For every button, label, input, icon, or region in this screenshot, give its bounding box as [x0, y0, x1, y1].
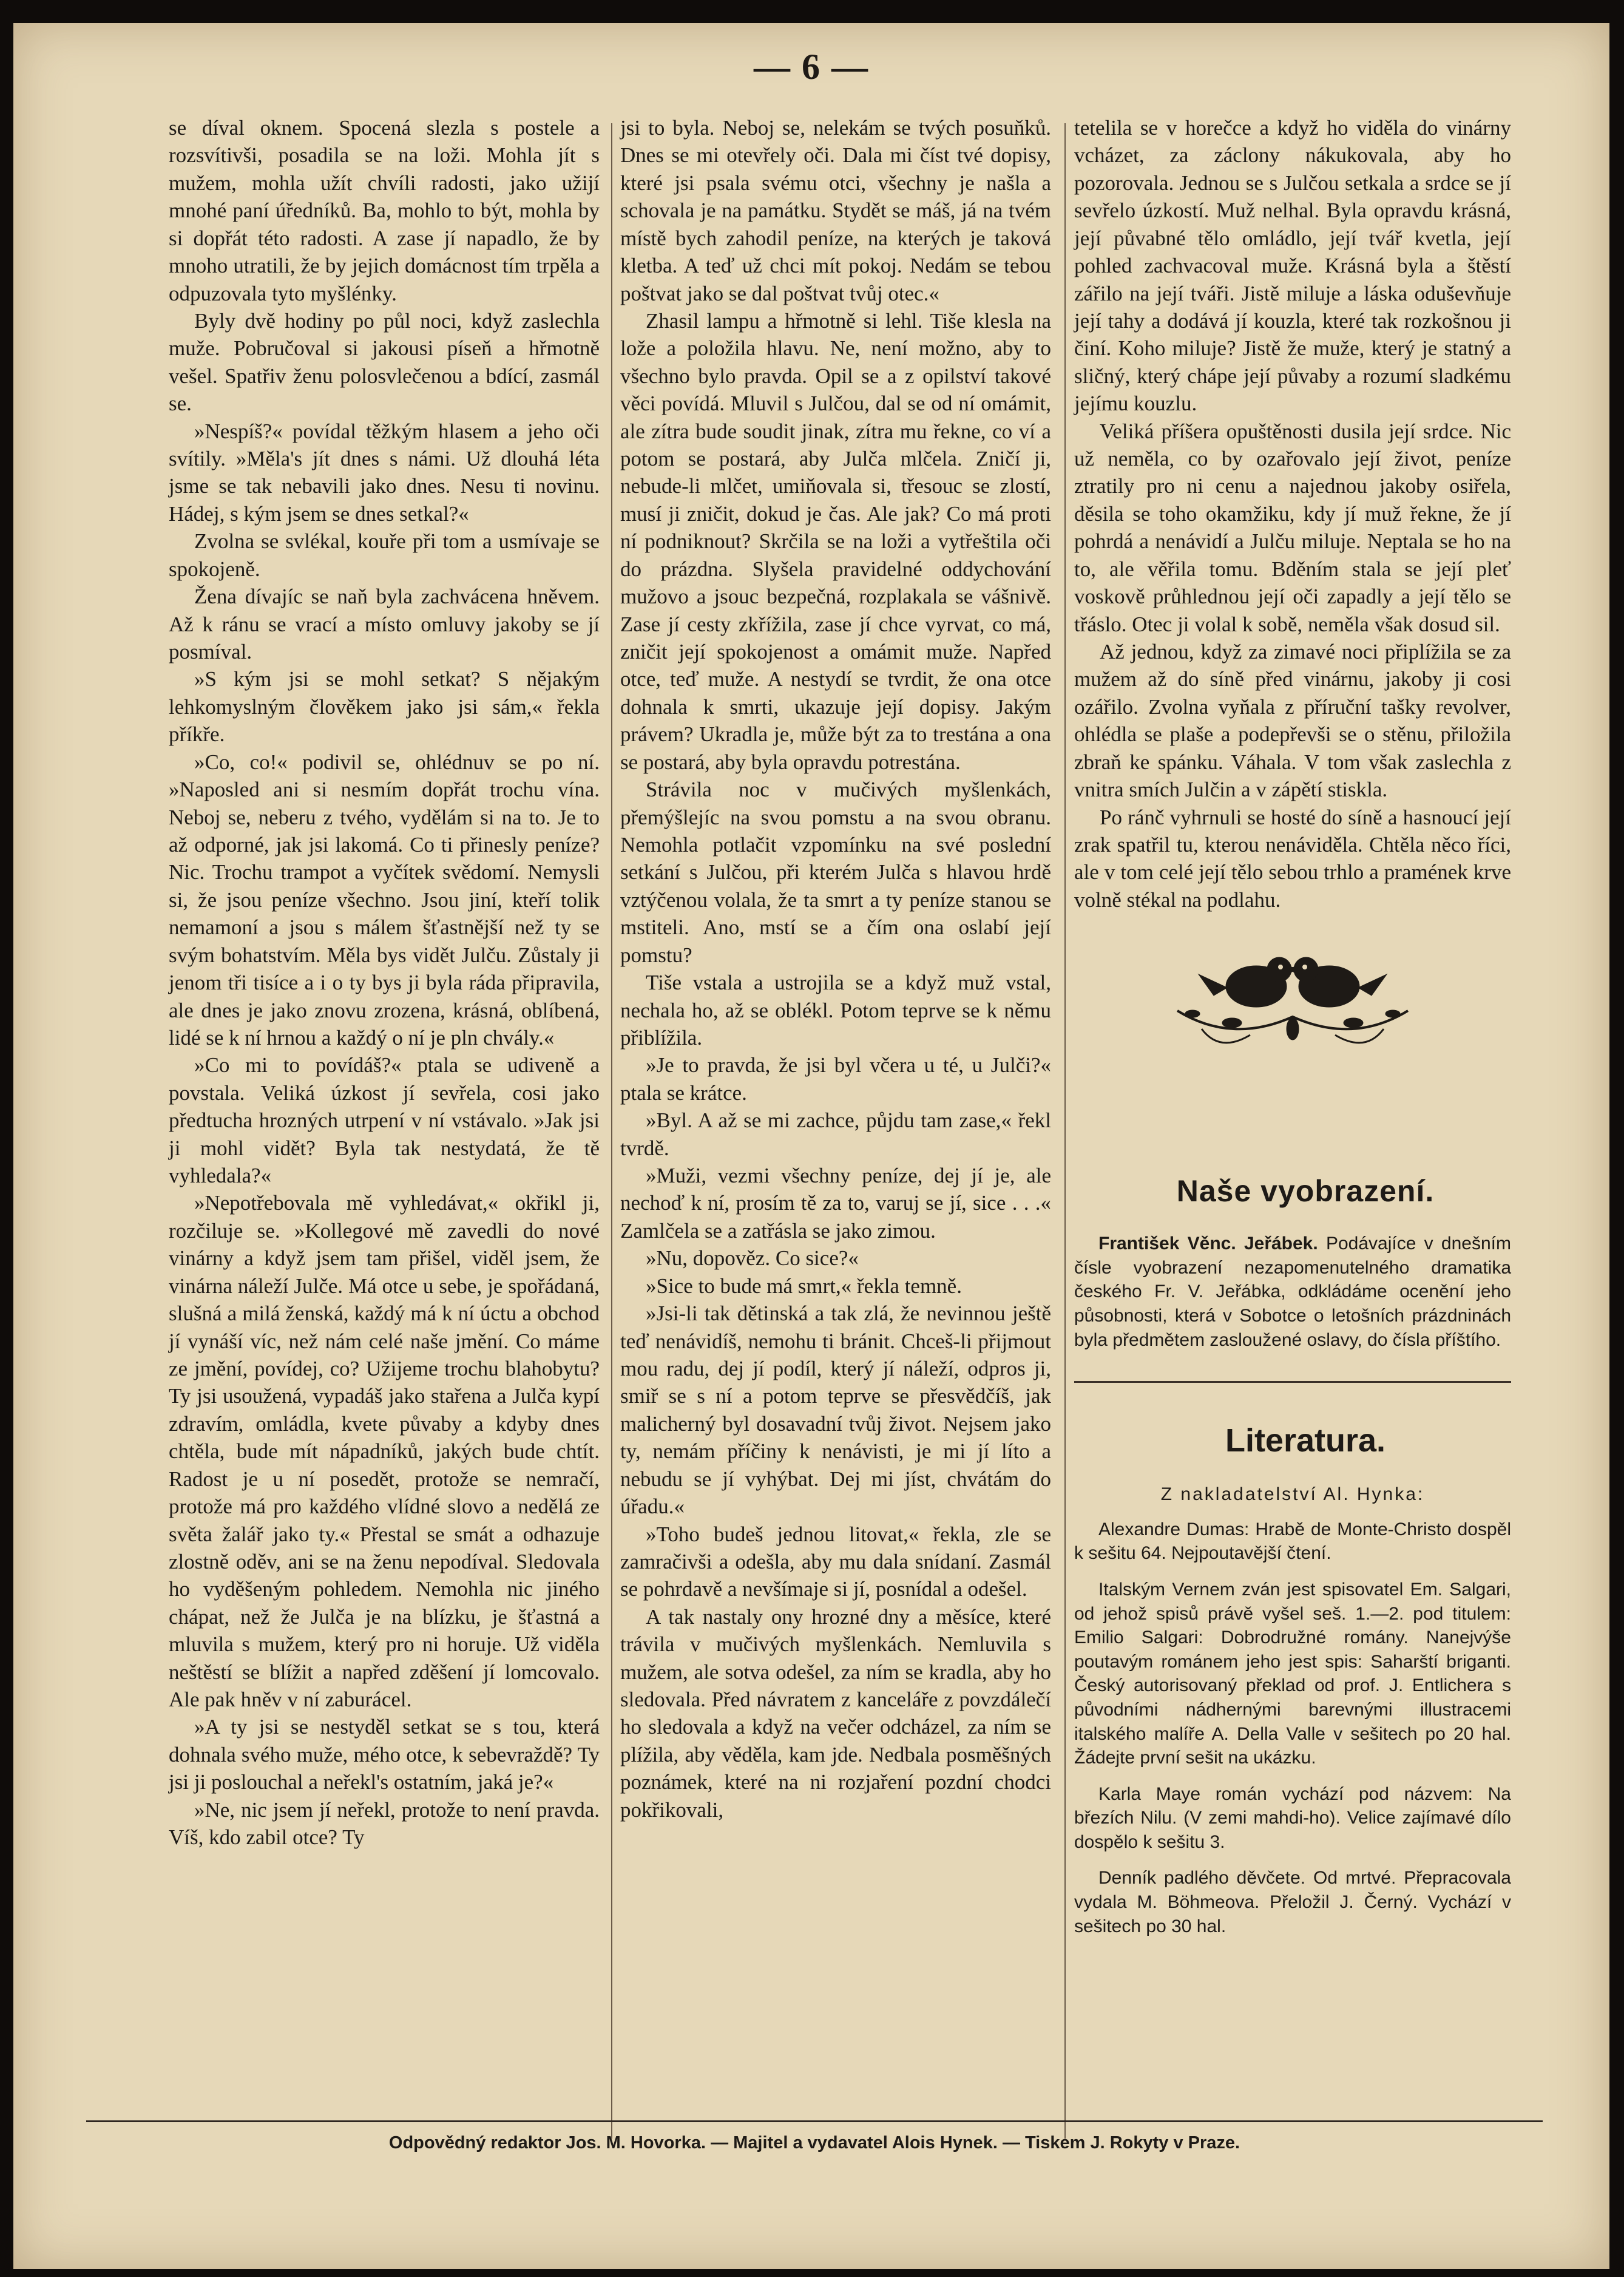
story-paragraph: »Nespíš?« povídal těžkým hlasem a jeho oči svítily. »Měla's jít dnes s námi. Už dlouhá léta jsme se tak nebavili jako dnes. Nesu ti novinu. Hádej, s kým jsem se dnes setkal?« — [169, 419, 600, 526]
story-paragraph: »Co, co!« podivil se, ohlédnuv se po ní. »Naposled ani si nesmím dopřát trochu vína. Neboj se, neberu z tvého, vydělám si na to. Je to až odporné, jak jsi lakomá. Co ti přinesly peníze? Nic. Trochu trampot a vyčítek svědomí. Nemysli si, že jsou peníze všechno. Jsou jiní, kteří tolik nemamoní a jsou s málem šťastnější než ty se svým bohatstvím. Měla bys vidět Julču. Zůstaly ji jenom tři tisíce a i o ty bys ji byla ráda připravila, ale dnes je jako znovu zrozena, krásná, oblíbená, lidé se k ní hrnou a každý o ní je pln chvály.« — [169, 750, 600, 1050]
story-paragraph: tetelila se v horečce a když ho viděla do vinárny vcházet, za záclony nákukovala, aby ho pozorovala. Jednou se s Julčou setkala a srdce se jí sevřelo úzkostí. Muž nelhal. Byla opravdu krásná, její půvabné tělo omládlo, její tvář kvetla, její pohled zachvacoval muže. Krásná byla a štěstí zářilo na její tváři. Jistě miluje a láska oduševňuje její tahy a dodává jí kouzla, které tak rozkošnou ji činí. Koho miluje? Jistě že muže, který je statný a sličný, který chápe její půvaby a rozumí sladkému jejímu kouzlu. — [1074, 116, 1511, 416]
literatura-item: Denník padlého děvčete. Od mrtvé. Přepracovala vydala M. Böhmeova. Přeložil J. Černý. Vychází v sešitech po 30 hal. — [1074, 1868, 1511, 1936]
literatura-item: Italským Vernem zván jest spisovatel Em. Salgari, od jehož spisů právě vyšel seš. 1.—2. pod titulem: Emilio Salgari: Dobrodružné romány. Nanejvýše poutavým románem jeho jest spis: Saharští briganti. Český autorisovaný překlad od prof. J. Entlichera s původními nádhernými barevnými illustracemi italského malíře A. Della Valle v sešitech po 20 hal. Žádejte první sešit na ukázku. — [1074, 1579, 1511, 1768]
section-heading-literatura: Literatura. — [1225, 1422, 1386, 1459]
vyobrazeni-notice — [1074, 1232, 1511, 1352]
story-paragraph: jsi to byla. Neboj se, nelekám se tvých posuňků. Dnes se mi otevřely oči. Dala mi číst tvé dopisy, které jsi psala svému otci, všechny je našla a schovala je na památku. Stydět se máš, já na tvém místě bych zahodil peníze, na kterých je taková kletba. A teď už chci mít pokoj. Nedám se tebou poštvat jako se dal poštvat tvůj otec.« — [620, 116, 1051, 305]
story-paragraph: »Sice to bude má smrt,« řekla temně. — [646, 1274, 962, 1298]
story-paragraph: »Nu, dopověz. Co sice?« — [646, 1246, 859, 1271]
story-paragraph: »A ty jsi se nestyděl setkat se s tou, která dohnala svého muže, mého otce, k sebevraždě? Ty jsi ji poslouchal a neřekl's ostatním, jaká je?« — [169, 1715, 600, 1794]
story-paragraph: A tak nastaly ony hrozné dny a měsíce, které trávila v mučivých myšlenkách. Nemluvila s mužem, ale sotva odešel, za ním se kradla, aby ho sledovala. Před návratem z kanceláře z povzdálečí ho sledovala a když na večer odcházel, za ním se plížila, aby věděla, kam jde. Nedbala posměšných poznámek, které na ni rozjaření pozdní chodci pokřikovali, — [620, 1604, 1051, 1822]
story-column-3 — [1074, 114, 1511, 1950]
literatura-item: Karla Maye román vychází pod názvem: Na březích Nilu. (V zemi mahdi-ho). Velice zajímavé dílo dospělo k sešitu 3. — [1074, 1783, 1511, 1852]
page-number: — 6 — — [754, 47, 869, 87]
story-paragraph: »S kým jsi se mohl setkat? S nějakým lehkomyslným člověkem jako jsi sám,« řekla příkře. — [169, 667, 600, 747]
story-paragraph: »Ne, nic jsem jí neřekl, protože to není pravda. Víš, kdo zabil otce? Ty — [169, 1797, 600, 1850]
footer-editor: Odpovědný redaktor Jos. M. Hovorka. — [388, 2133, 706, 2153]
literatura-list — [1074, 1482, 1511, 1938]
story-column-1 — [169, 114, 600, 1851]
story-paragraph: »Nepotřebovala mě vyhledávat,« okřikl ji, rozčiluje se. »Kollegové mě zavedli do nové vinárny a když jsem tam přišel, viděl jsem, že vinárna náleží Julče. Má otce u sebe, je spořádaná, slušná a milá ženská, každý má k ní úctu a obchod jí vynáší víc, než nám celé naše jmění. Co máme ze jmění, povídej, co? Užijeme trochu blahobytu? Ty jsi usoužená, vypadáš jako stařena a Julča kypí zdravím, omládla, kvete půvaby a kdyby dnes chtěla, bude mít nápadníků, jakých bude chtít. Radost je u ní posedět, protože se nemračí, protože má pro každého vlídné slovo a nedělá ze světa žalář jako ty.« Přestal se smát a odhazuje zlostně oděv, ani se na ženu nepodíval. Sledovala ho vyděšeným pohledem. Nemohla nic jiného chápat, než že Julča je na blízku, je šťastná a mluvila s mužem, který pro ni horuje. Už viděla neštěstí se blížit a napřed zděšení jí lomcovalo. Ale pak hněv v ní zaburácel. — [169, 1191, 600, 1712]
story-paragraph: se díval oknem. Spocená slezla s postele a rozsvítivši, posadila se na loži. Mohla jít s mužem, mohla užít chvíli radosti, jako užijí mnohé paní úředníků. Ba, mohlo to být, mohla by si dopřát této radosti. A zase jí napadlo, že by mnoho utratili, že by jejich domácnost tím trpěla a odpuzovala tyto myšlénky. — [169, 116, 600, 305]
imprint-footer — [86, 2120, 1543, 2153]
newspaper-page — [13, 23, 1609, 2269]
story-paragraph: Zvolna se svlékal, kouře při tom a usmívaje se spokojeně. — [169, 529, 600, 581]
story-paragraph: »Toho budeš jednou litovat,« řekla, zle se zamračivši a odešla, aby mu dala snídaní. Zasmál se pohrdavě a nevšímaje si jí, posnídal a odešel. — [620, 1522, 1051, 1601]
story-paragraph: »Byl. A až se mi zachce, půjdu tam zase,« řekl tvrdě. — [620, 1108, 1051, 1160]
story-paragraph: Až jednou, když za zimavé noci připlížila se za mužem až do síně před vinárnu, jakoby ji cosi ozářilo. Zvolna vyňala z příruční tašky revolver, ohlédla se plaše a podepřevši se o stěnu, přiložila zbraň ke spánku. Váhala. V tom však zaslechla z vnitra smích Julčin a v zápětí stiskla. — [1074, 640, 1511, 802]
story-paragraph: Tiše vstala a ustrojila se a když muž vstal, nechala ho, až se oblékl. Potom teprve se k němu přiblížila. — [620, 971, 1051, 1050]
literatura-item: Alexandre Dumas: Hrabě de Monte-Christo dospěl k sešitu 64. Nejpoutavější čtení. — [1074, 1519, 1511, 1564]
footer-printer: — Tiskem J. Rokyty v Praze. — [1002, 2133, 1240, 2153]
story-paragraph: »Co mi to povídáš?« ptala se udiveně a povstala. Veliká úzkost jí sevřela, cosi jako předtucha hrozných utrpení v ní vstávalo. »Jak jsi ji mohl vidět? Byla tak nestydatá, že tě vyhledala?« — [169, 1053, 600, 1188]
story-paragraph: »Je to pravda, že jsi byl včera u té, u Julči?« ptala se krátce. — [620, 1053, 1051, 1105]
story-paragraph: Žena dívajíc se naň byla zachvácena hněvem. Až k ránu se vrací a místo omluvy jakoby se jí posmíval. — [169, 585, 600, 664]
section-divider — [1074, 1381, 1511, 1383]
story-paragraph: Po ránč vyhrnuli se hosté do síně a hasnoucí její zrak spatřil tu, kterou nenáviděla. Chtěla něco říci, ale v tom celé její tělo sebou trhlo a pramének krve volně stékal na podlahu. — [1074, 805, 1511, 912]
story-paragraph: Veliká příšera opuštěnosti dusila její srdce. Nic už neměla, co by ozařovalo její život, peníze ztratily pro ni cenu a najednou jakoby osiřela, děsila se toho okamžiku, kdy jí muž řekne, že jí pohrdá a nenávidí a Julču miluje. Neptala se ho na to, ale věřila tomu. Bděním stala se její pleť voskově průhlednou její oči zapadly a její tělo se třáslo. Otec ji volal k sobě, neměla však dosud sil. — [1074, 419, 1511, 636]
column-divider — [1064, 123, 1066, 2139]
vyobrazeni-name: František Věnc. Jeřábek. — [1098, 1234, 1318, 1254]
story-paragraph: »Muži, vezmi všechny peníze, dej jí je, ale nechoď k ní, prosím tě za to, varuj se jí, sice . . .« Zamlčela se a zatřásla se jako zimou. — [620, 1164, 1051, 1243]
story-ending — [1074, 114, 1511, 914]
section-heading-vyobrazeni: Naše vyobrazení. — [1176, 1174, 1435, 1209]
story-paragraph: Zhasil lampu a hřmotně si lehl. Tiše klesla na lože a položila hlavu. Ne, není možno, aby to všechno bylo pravda. Opil se a z opilství takové věci povídá. Mluvil s Julčou, dal se od ní omámit, ale zítra bude soudit jinak, zítra mu řekne, co ví a potom se postará, aby Julča mlčela. Zničí ji, nebude-li mlčet, umiňovala si, třesouc se zlostí, musí ji zničit, dokud je čas. Ale jak? Co má proti ní podniknout? Skrčila se na loži a vytřeštila oči do prázdna. Slyšela pravidelné oddychování mužovo a jsouc bezpečná, rozplakala se vášnivě. Zase jí cesty zkřížila, zase jí chce vyrvat, co má, zničit její spokojenost a omámit muže. Napřed otce, teď muže. A nestydí se tvrdit, že ona otce dohnala k smrti, ukazuje její dopisy. Jakým právem? Ukradla je, může být za to trestána a ona se postará, aby byla opravdu potrestána. — [620, 308, 1051, 774]
literatura-publisher: Z nakladatelství Al. Hynka: — [1160, 1484, 1425, 1505]
story-column-2 — [620, 114, 1051, 1824]
story-paragraph: »Jsi-li tak dětinská a tak zlá, že nevinnou ještě teď nenávidíš, nemohu ti bránit. Chceš-li přijmout mou radu, dej jí podíl, který jí náleží, odpros ji, smiř se s ní a potom teprve se přesvědčíš, jak malicherný byl dosavadní tvůj život. Nejsem jako ty, nemám příčiny k nenávisti, je mi jí líto a nebudu se jí vyhýbat. Dej mi jíst, chvátám do úřadu.« — [620, 1301, 1051, 1519]
birds-ornament-icon — [1165, 938, 1420, 1059]
column-divider — [611, 123, 612, 2139]
story-paragraph: Byly dvě hodiny po půl noci, když zaslechla muže. Pobručoval si jakousi píseň a hřmotně vešel. Spatřiv ženu polosvlečenou a bdící, zasmál se. — [169, 308, 600, 416]
footer-publisher: — Majitel a vydavatel Alois Hynek. — [711, 2133, 998, 2153]
story-paragraph: Strávila noc v mučivých myšlenkách, přemýšlejíc na svou pomstu a na svou obranu. Nemohla potlačit vzpomínku na své poslední setkání s Julčou, při kterém Julča s hlavou hrdě vztýčenou volala, že ta smrt a ty peníze stanou se mstiteli. Ano, mstí se a čím ona oslabí její pomstu? — [620, 778, 1051, 967]
vyobrazeni-text: Podávajíce v dnešním čísle vyobrazení nezapomenutelného dramatika českého Fr. V. Jeřábka, odkládáme ocenění jeho působnosti, která v Sobotce o letošních prázdninách byla předmětem zasloužené oslavy, do čísla příštího. — [1074, 1234, 1512, 1350]
